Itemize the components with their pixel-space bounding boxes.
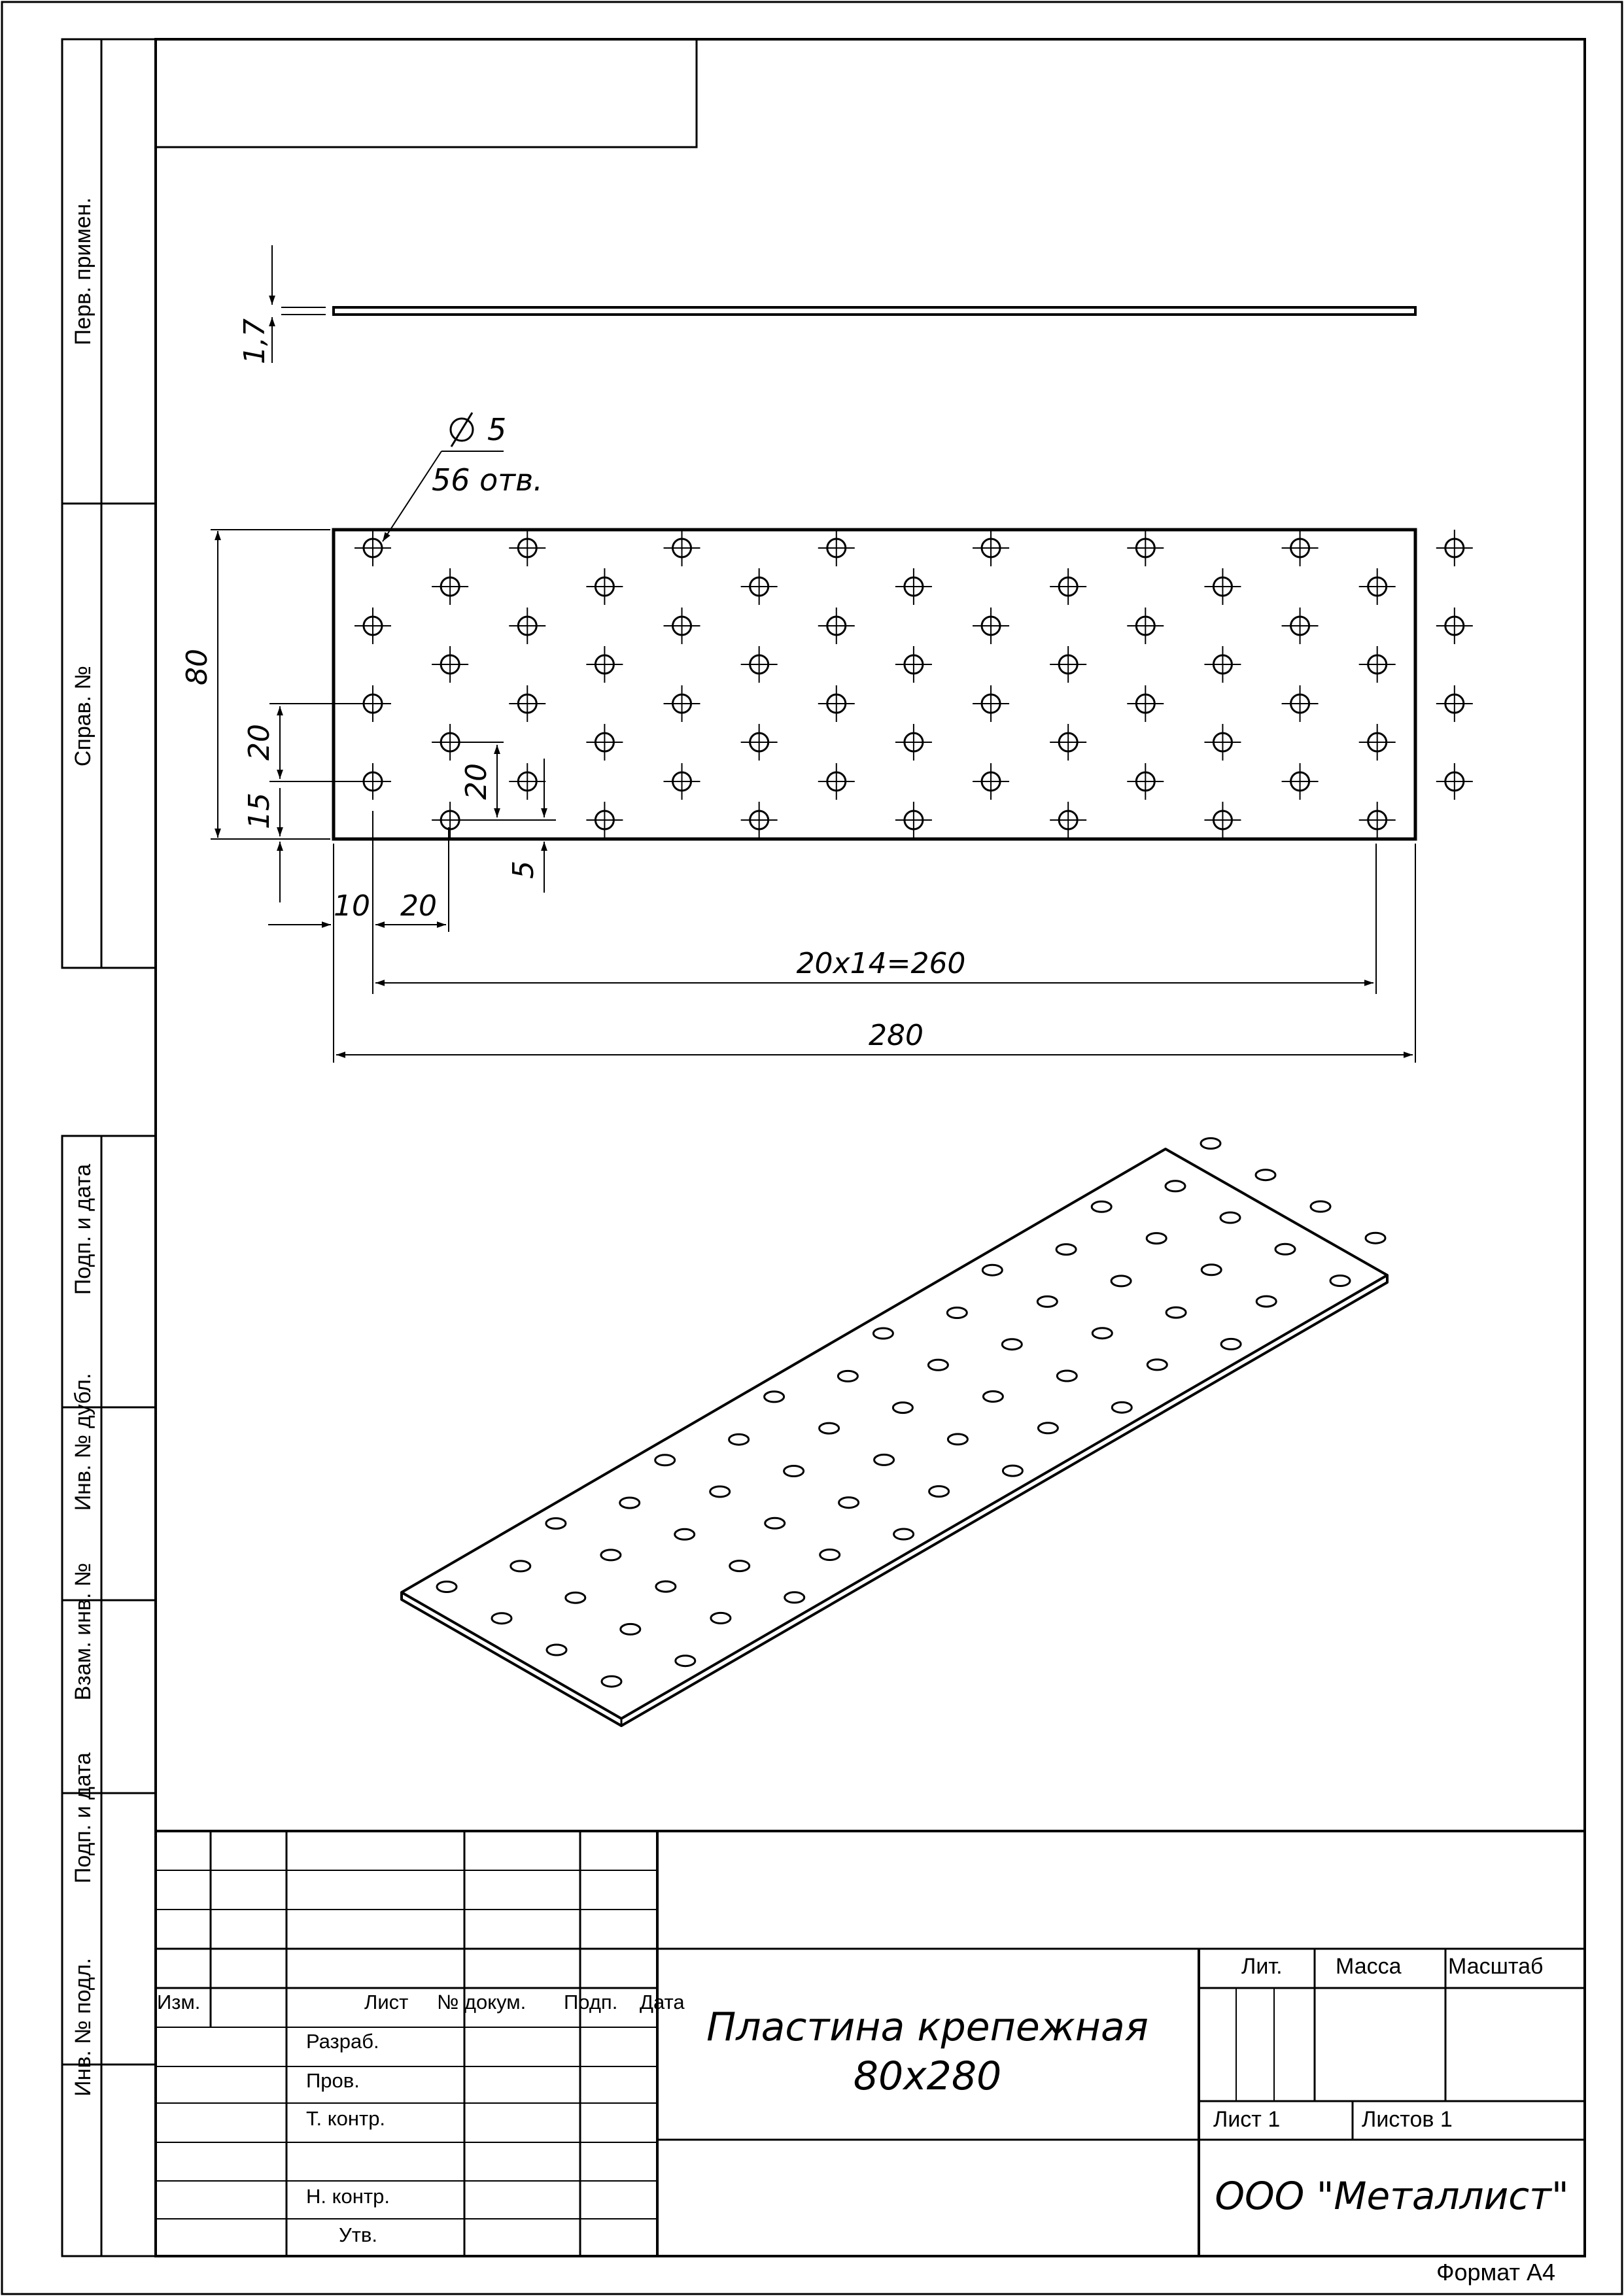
hole-mark [354,608,391,644]
iso-hole [784,1466,804,1477]
iso-hole [1092,1201,1111,1212]
hole-mark [741,568,778,605]
isometric-view [402,1149,1387,1726]
label-masshtab: Масштаб [1448,1954,1544,1979]
left-stamp-upper [62,39,156,968]
hole-mark [741,802,778,838]
role-utv: Утв. [339,2223,377,2246]
side-view [272,245,1415,363]
hole-mark [1204,724,1241,761]
hole-mark [973,685,1009,722]
th-podp: Подп. [564,1991,618,2013]
iso-hole [765,1518,785,1528]
iso-hole [655,1455,675,1465]
iso-hole [1275,1244,1295,1254]
hole-mark [1204,568,1241,605]
hole-mark [1359,724,1396,761]
stamp-vzam-inv-no: Взам. инв. № [71,1562,95,1701]
stamp-podp-data-1: Подп. и дата [71,1163,95,1295]
hole-mark [818,763,855,800]
dim-hole-count: 56 отв. [432,462,543,498]
iso-hole [820,1550,840,1560]
top-corner-box [156,39,697,147]
hole-mark [1282,608,1319,644]
dim-stagger-offset: 5 [507,861,540,879]
iso-hole [656,1581,676,1592]
dim-col-pitch: 20 [400,889,437,923]
iso-hole [675,1529,695,1539]
iso-hole [1147,1233,1166,1244]
label-lit: Лит. [1241,1954,1283,1979]
iso-hole [710,1486,730,1497]
hole-mark [354,530,391,566]
th-izm: Изм. [157,1991,201,2013]
stamp-inv-no-dubl: Инв. № дубл. [71,1373,95,1511]
iso-hole [820,1423,839,1433]
iso-hole [621,1624,640,1634]
iso-hole [838,1371,857,1381]
iso-hole [711,1613,731,1623]
iso-hole [437,1582,457,1592]
iso-hole [873,1328,893,1339]
iso-hole [1038,1423,1058,1433]
iso-hole [1166,1307,1186,1318]
dim-edge-offset-x: 10 [334,889,370,923]
stamp-perv-primen: Перв. примен. [71,197,95,346]
plate-front-view [334,530,1415,839]
iso-hole [1111,1276,1131,1286]
hole-mark [741,724,778,761]
iso-hole [839,1498,859,1508]
part-name-line1: Пластина крепежная [706,2004,1149,2050]
hole-mark [664,608,700,644]
hole-mark [895,568,932,605]
hole-mark [1204,646,1241,683]
hole-mark [1359,568,1396,605]
iso-hole [730,1561,750,1571]
hole-mark [1127,608,1164,644]
hole-mark [1282,763,1319,800]
label-listov: Листов 1 [1362,2107,1453,2132]
part-name-line2: 80x280 [853,2053,1002,2099]
iso-hole [929,1486,949,1497]
hole-mark [432,646,468,683]
iso-hole [1201,1265,1221,1275]
iso-hole [1221,1339,1241,1349]
iso-hole [1057,1371,1077,1381]
front-view-holes [354,530,1473,838]
hole-mark [1436,763,1473,800]
hole-mark [895,724,932,761]
hole-mark [509,530,545,566]
iso-hole [566,1592,585,1603]
iso-hole [983,1392,1003,1402]
iso-hole [765,1392,784,1402]
hole-mark [895,802,932,838]
stamp-podp-data-2: Подп. и дата [71,1752,95,1884]
hole-mark [1359,646,1396,683]
th-list: Лист [364,1991,409,2013]
iso-hole [1366,1233,1385,1243]
hole-mark [1282,530,1319,566]
dim-hole-span: 20x14=260 [796,947,966,980]
iso-hole [602,1676,621,1687]
hole-mark [818,608,855,644]
iso-hole [1256,1170,1275,1180]
dim-height: 80 [181,649,214,685]
hole-mark [664,763,700,800]
hole-mark [664,530,700,566]
hole-mark [973,763,1009,800]
hole-mark [741,646,778,683]
iso-hole [492,1613,511,1624]
iso-hole [1092,1328,1112,1339]
hole-mark [818,685,855,722]
iso-hole [620,1498,640,1508]
hole-mark [1282,685,1319,722]
dim-row-pitch: 20 [243,724,276,761]
iso-hole [1166,1181,1185,1191]
iso-hole [729,1434,749,1445]
iso-hole [1330,1276,1350,1286]
hole-mark [1050,724,1086,761]
iso-hole [676,1656,695,1666]
hole-mark [1050,568,1086,605]
vertical-dimensions [211,530,556,902]
hole-mark [509,608,545,644]
iso-hole [928,1360,948,1370]
hole-mark [973,608,1009,644]
label-massa: Масса [1336,1954,1402,1979]
dim-length: 280 [869,1019,924,1052]
iso-hole [948,1434,967,1445]
dim-edge-offset-y: 15 [243,793,276,829]
iso-hole [1002,1339,1022,1350]
drawing-frame [156,39,1585,2256]
iso-hole [785,1592,804,1603]
iso-hole [546,1518,566,1529]
hole-mark [1436,530,1473,566]
role-n-kontr: Н. контр. [306,2185,390,2208]
label-list: Лист 1 [1213,2107,1281,2132]
hole-mark [586,568,623,605]
hole-mark [1436,685,1473,722]
stamp-sprav-no: Справ. № [71,665,95,767]
iso-hole [947,1308,967,1318]
hole-mark [1204,802,1241,838]
hole-mark [973,530,1009,566]
role-t-kontr: Т. контр. [306,2107,386,2130]
iso-hole [1003,1465,1022,1476]
iso-hole [1311,1201,1330,1212]
iso-hole [894,1529,914,1539]
hole-mark [509,763,545,800]
stamp-inv-no-podl: Инв. № подл. [71,1958,95,2097]
th-data: Дата [640,1991,685,2013]
hole-mark [1050,802,1086,838]
hole-mark [586,646,623,683]
hole-mark [432,568,468,605]
iso-hole [1220,1212,1240,1223]
dim-thickness: 1,7 [238,318,271,364]
role-prov: Пров. [306,2069,360,2092]
isometric-view-holes [437,1139,1385,1687]
iso-hole [1201,1139,1220,1149]
iso-hole [982,1265,1002,1275]
hole-mark [1127,763,1164,800]
iso-hole [601,1550,621,1560]
hole-mark [1050,646,1086,683]
hole-mark [664,685,700,722]
hole-mark [1127,530,1164,566]
iso-hole [1112,1402,1132,1413]
hole-mark [509,685,545,722]
iso-hole [1147,1360,1167,1370]
iso-hole [1037,1296,1057,1307]
role-razrab: Разраб. [306,2030,379,2053]
iso-hole [547,1645,566,1655]
hole-mark [818,530,855,566]
iso-hole [874,1454,894,1465]
iso-hole [893,1403,912,1413]
hole-mark [1436,608,1473,644]
organization-name: ООО "Металлист" [1215,2174,1569,2218]
side-view-strip [334,307,1415,315]
format-label: Формат А4 [1436,2259,1555,2286]
hole-mark [586,724,623,761]
hole-mark [1127,685,1164,722]
dim-stagger-pitch: 20 [460,763,493,800]
hole-mark [895,646,932,683]
hole-mark [586,802,623,838]
horizontal-dimensions [268,811,1415,1063]
iso-hole [1056,1244,1076,1255]
th-no-dokum: № докум. [437,1991,527,2013]
dim-hole-diameter: 5 [487,412,507,447]
hole-mark [1359,802,1396,838]
iso-hole [1256,1296,1276,1307]
iso-hole [511,1561,530,1571]
